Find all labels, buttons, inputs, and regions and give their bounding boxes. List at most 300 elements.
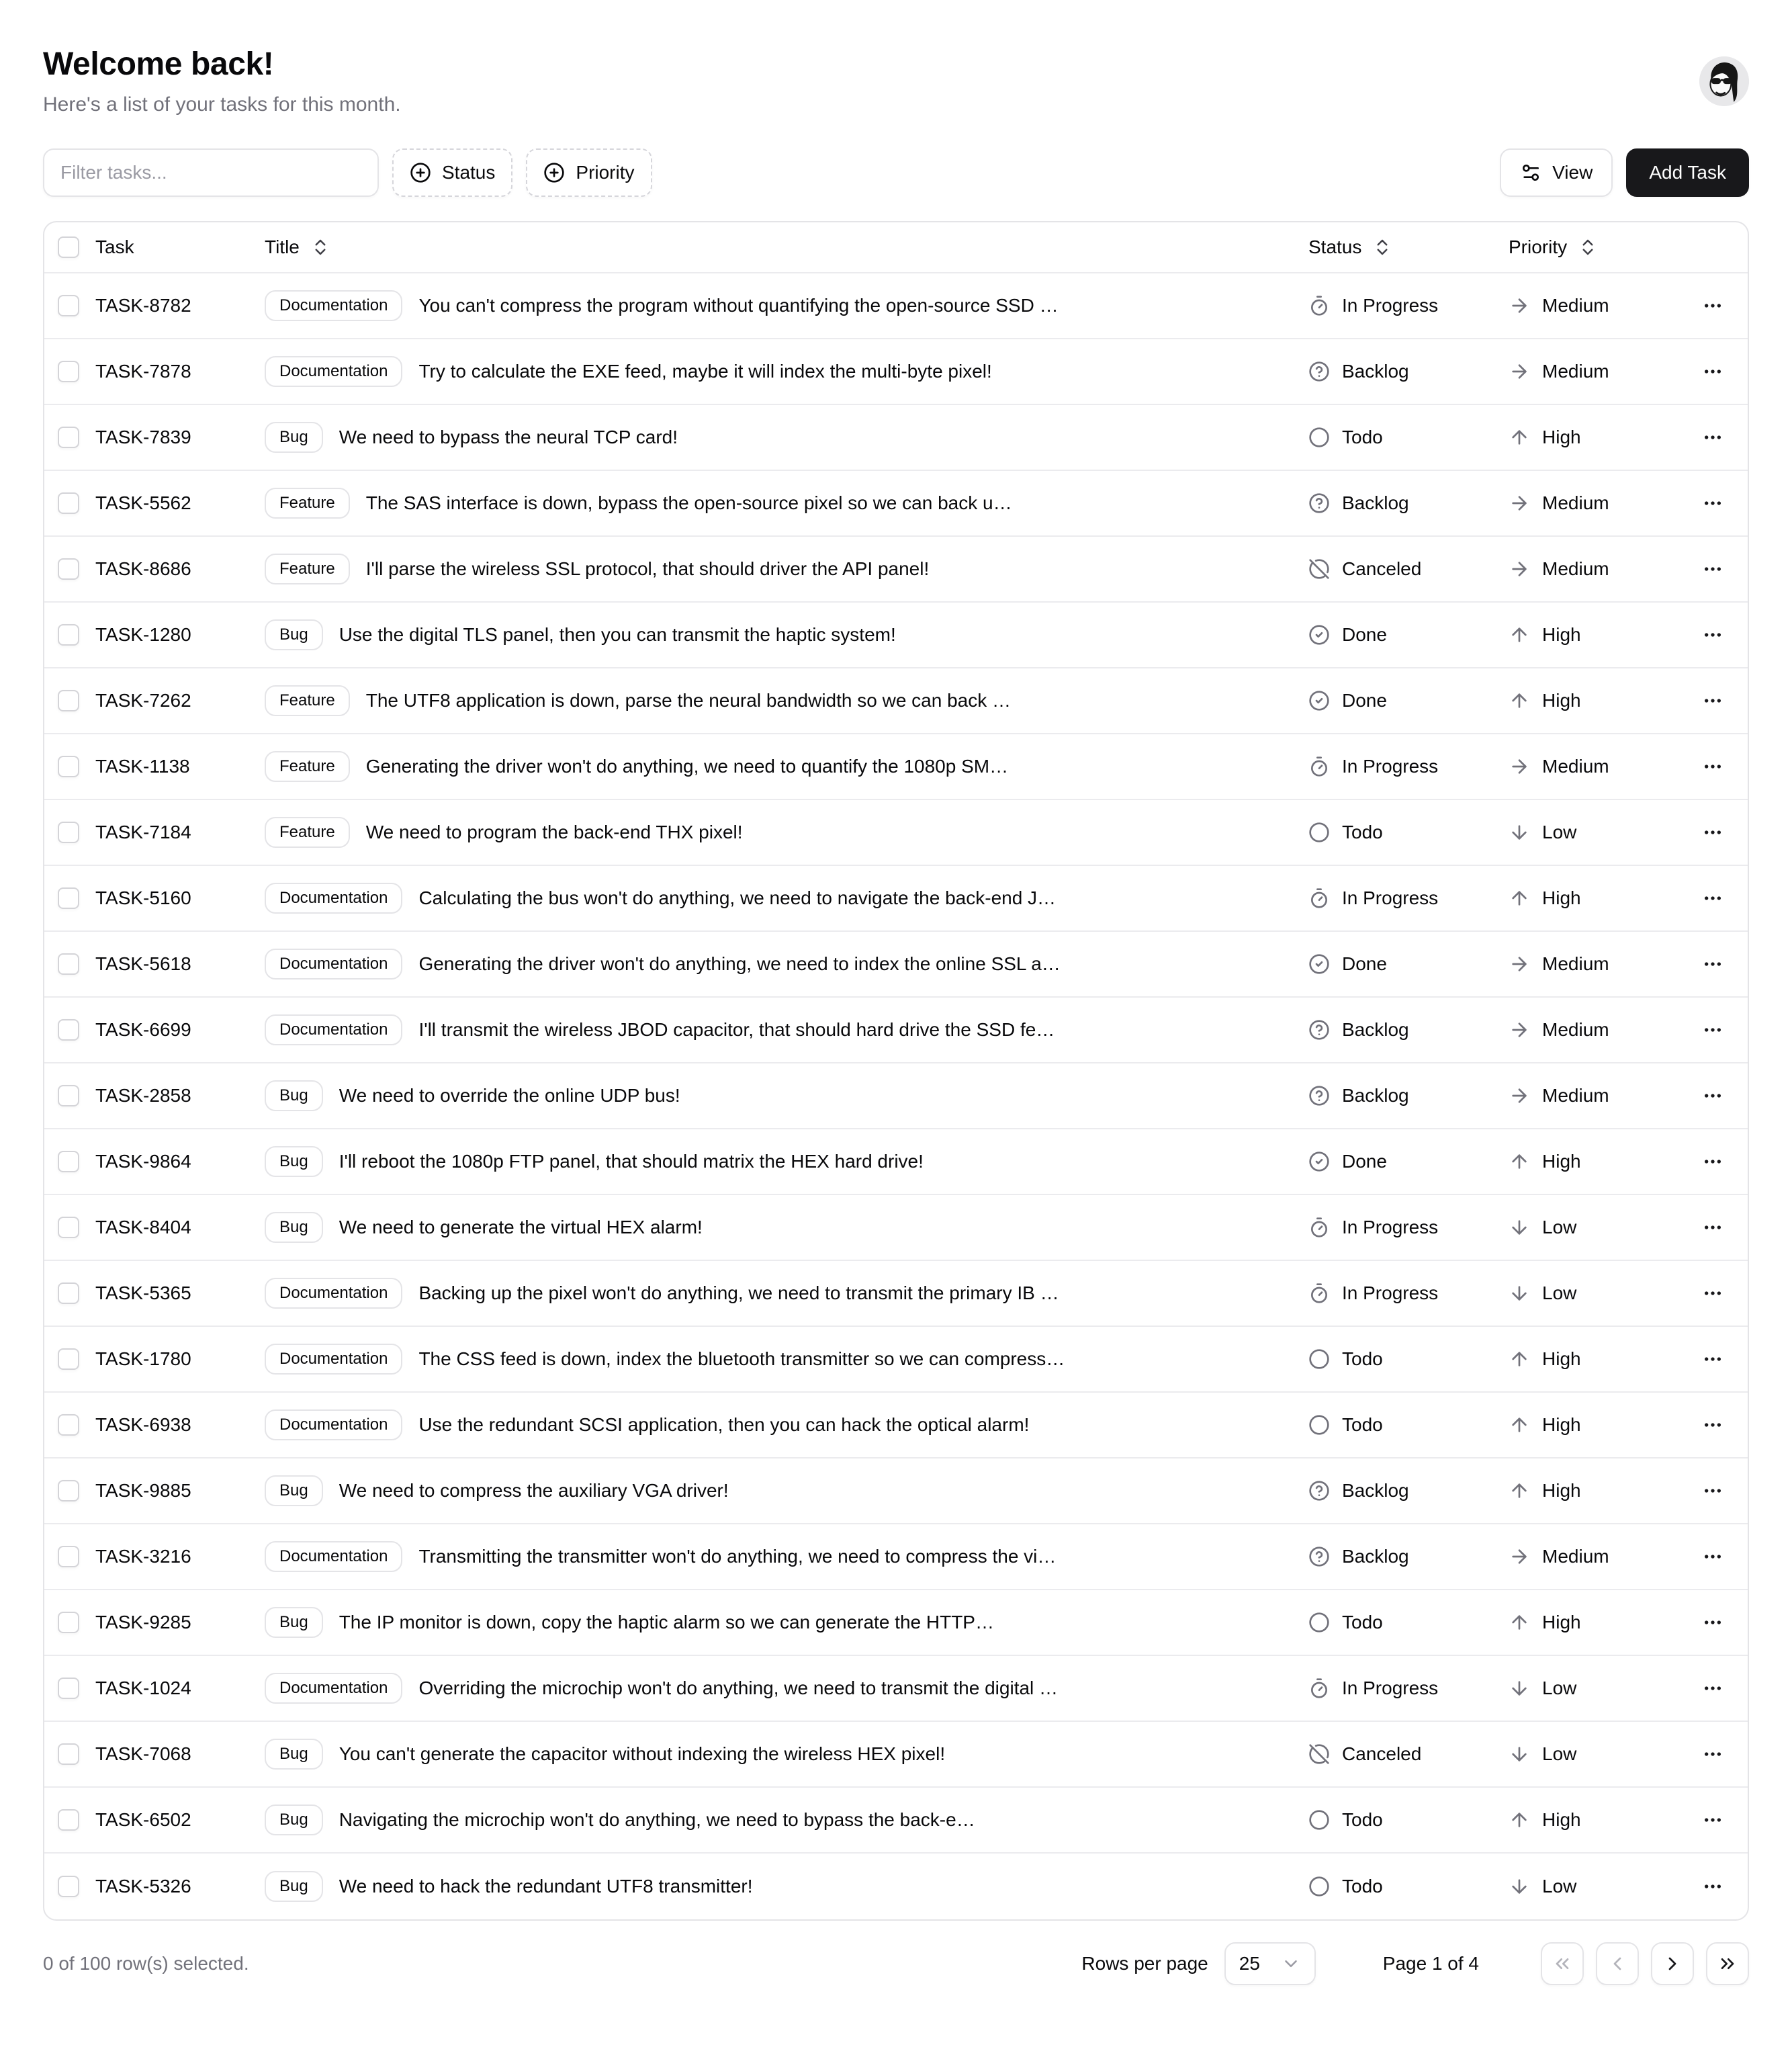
- row-checkbox[interactable]: [58, 1480, 79, 1502]
- arrow-right-icon: [1509, 1085, 1530, 1106]
- pagination: [1541, 1942, 1749, 1985]
- task-title: I'll reboot the 1080p FTP panel, that should matrix the HEX hard drive!: [339, 1151, 924, 1172]
- task-type-badge: Documentation: [265, 1278, 402, 1309]
- ellipsis-icon: [1702, 1414, 1723, 1436]
- filter-tasks-input[interactable]: [43, 148, 379, 197]
- chevrons-up-down-icon: [1578, 237, 1598, 257]
- task-id: TASK-7068: [95, 1743, 191, 1764]
- task-priority: Medium: [1509, 361, 1678, 382]
- row-actions-button[interactable]: [1693, 1734, 1733, 1774]
- task-row: [44, 537, 1748, 603]
- add-task-button[interactable]: [1626, 148, 1749, 197]
- task-priority: Low: [1509, 1217, 1678, 1238]
- task-type-badge: Bug: [265, 1804, 323, 1835]
- task-status: Backlog: [1308, 492, 1509, 514]
- task-title: We need to generate the virtual HEX alarm!: [339, 1217, 703, 1237]
- task-priority: Medium: [1509, 492, 1678, 514]
- task-id: TASK-5326: [95, 1876, 191, 1897]
- row-actions-button[interactable]: [1693, 1076, 1733, 1116]
- ellipsis-icon: [1702, 1480, 1723, 1502]
- task-title: I'll parse the wireless SSL protocol, that should driver the API panel!: [365, 558, 930, 579]
- task-status: In Progress: [1308, 295, 1509, 316]
- task-row: [44, 1063, 1748, 1129]
- arrow-right-icon: [1509, 1546, 1530, 1567]
- task-id: TASK-5562: [95, 492, 191, 513]
- row-checkbox[interactable]: [58, 1546, 79, 1567]
- circle-icon: [1308, 1876, 1330, 1897]
- circle-check-icon: [1308, 690, 1330, 711]
- task-row: [44, 405, 1748, 471]
- task-id: TASK-1280: [95, 624, 191, 645]
- avatar-image: [1699, 56, 1749, 106]
- timer-icon: [1308, 295, 1330, 316]
- ellipsis-icon: [1702, 427, 1723, 448]
- task-type-badge: Bug: [265, 1146, 323, 1177]
- ellipsis-icon: [1702, 1743, 1723, 1765]
- row-actions-button[interactable]: [1693, 1602, 1733, 1643]
- task-type-badge: Documentation: [265, 290, 402, 321]
- task-type-badge: Bug: [265, 1212, 323, 1243]
- circle-off-icon: [1308, 1743, 1330, 1765]
- task-status: Canceled: [1308, 558, 1509, 580]
- task-type-badge: Feature: [265, 751, 350, 782]
- task-priority: Low: [1509, 1282, 1678, 1304]
- ellipsis-icon: [1702, 361, 1723, 382]
- ellipsis-icon: [1702, 1085, 1723, 1106]
- ellipsis-icon: [1702, 1546, 1723, 1567]
- previous-page-button[interactable]: [1596, 1942, 1639, 1985]
- row-checkbox[interactable]: [58, 295, 79, 316]
- chevron-left-icon: [1607, 1953, 1628, 1974]
- row-actions-button[interactable]: [1693, 1471, 1733, 1511]
- task-row: [44, 471, 1748, 537]
- row-checkbox[interactable]: [58, 492, 79, 514]
- task-type-badge: Documentation: [265, 1673, 402, 1704]
- task-row: [44, 866, 1748, 932]
- ellipsis-icon: [1702, 1678, 1723, 1699]
- task-status: Todo: [1308, 427, 1509, 448]
- chevron-right-icon: [1662, 1953, 1683, 1974]
- row-checkbox[interactable]: [58, 690, 79, 711]
- task-type-badge: Bug: [265, 1607, 323, 1638]
- task-type-badge: Bug: [265, 619, 323, 650]
- task-priority: High: [1509, 690, 1678, 711]
- circle-plus-icon: [543, 162, 565, 183]
- row-actions-button[interactable]: [1693, 1800, 1733, 1840]
- row-actions-button[interactable]: [1693, 812, 1733, 853]
- arrow-down-icon: [1509, 1743, 1530, 1765]
- help-circle-icon: [1308, 1546, 1330, 1567]
- task-title: Backing up the pixel won't do anything, we need to transmit the primary IB …: [418, 1282, 1059, 1303]
- arrow-down-icon: [1509, 1876, 1530, 1897]
- chevron-down-icon: [1281, 1954, 1301, 1974]
- task-priority: Medium: [1509, 1546, 1678, 1567]
- circle-check-icon: [1308, 624, 1330, 646]
- task-row: [44, 668, 1748, 734]
- row-checkbox[interactable]: [58, 1282, 79, 1304]
- task-row: [44, 1129, 1748, 1195]
- task-priority: High: [1509, 1480, 1678, 1502]
- task-type-badge: Documentation: [265, 883, 402, 914]
- row-checkbox[interactable]: [58, 1085, 79, 1106]
- page-header: [43, 38, 1749, 116]
- task-row: [44, 1459, 1748, 1524]
- task-title: The UTF8 application is down, parse the neural bandwidth so we can back …: [365, 690, 1012, 711]
- tasks-table: [43, 221, 1749, 1921]
- circle-icon: [1308, 1348, 1330, 1370]
- task-status: Done: [1308, 1151, 1509, 1172]
- task-type-badge: Bug: [265, 1739, 323, 1770]
- row-actions-button[interactable]: [1693, 1866, 1733, 1907]
- task-id: TASK-9885: [95, 1480, 191, 1501]
- task-title: The CSS feed is down, index the bluetooth transmitter so we can compress…: [418, 1348, 1065, 1369]
- priority-filter-button[interactable]: [526, 148, 652, 197]
- arrow-up-icon: [1509, 1612, 1530, 1633]
- task-id: TASK-6938: [95, 1414, 191, 1435]
- column-header-title[interactable]: Title: [265, 236, 1308, 258]
- priority-filter-label: Priority: [576, 162, 635, 183]
- task-row: [44, 273, 1748, 339]
- task-row: [44, 1524, 1748, 1590]
- task-type-badge: Documentation: [265, 1344, 402, 1375]
- task-id: TASK-7878: [95, 361, 191, 382]
- task-title: We need to program the back-end THX pixel!: [365, 822, 743, 842]
- row-actions-button[interactable]: [1693, 878, 1733, 918]
- circle-off-icon: [1308, 558, 1330, 580]
- task-id: TASK-9285: [95, 1612, 191, 1633]
- task-priority: Medium: [1509, 756, 1678, 777]
- toolbar: [43, 148, 1749, 197]
- task-title: Use the digital TLS panel, then you can transmit the haptic system!: [339, 624, 896, 645]
- row-actions-button[interactable]: [1693, 681, 1733, 721]
- task-type-badge: Feature: [265, 685, 350, 716]
- task-title: You can't compress the program without quantifying the open-source SSD …: [418, 295, 1059, 316]
- task-status: Todo: [1308, 1414, 1509, 1436]
- task-row: [44, 1854, 1748, 1919]
- task-row: [44, 1722, 1748, 1788]
- select-all-checkbox[interactable]: [58, 236, 79, 258]
- task-status: Todo: [1308, 822, 1509, 843]
- status-filter-button[interactable]: [392, 148, 512, 197]
- last-page-button[interactable]: [1706, 1942, 1749, 1985]
- task-row: [44, 932, 1748, 998]
- task-status: Done: [1308, 690, 1509, 711]
- task-id: TASK-2858: [95, 1085, 191, 1106]
- row-checkbox[interactable]: [58, 361, 79, 382]
- row-checkbox[interactable]: [58, 1612, 79, 1633]
- timer-icon: [1308, 1678, 1330, 1699]
- task-status: Done: [1308, 624, 1509, 646]
- task-type-badge: Feature: [265, 554, 350, 584]
- view-button-label: View: [1552, 162, 1593, 183]
- task-id: TASK-8404: [95, 1217, 191, 1237]
- page-info: Page 1 of 4: [1382, 1953, 1479, 1974]
- arrow-right-icon: [1509, 492, 1530, 514]
- row-actions-button[interactable]: [1693, 1536, 1733, 1577]
- task-status: In Progress: [1308, 887, 1509, 909]
- arrow-right-icon: [1509, 295, 1530, 316]
- ellipsis-icon: [1702, 953, 1723, 975]
- task-status: Todo: [1308, 1876, 1509, 1897]
- arrow-down-icon: [1509, 822, 1530, 843]
- arrow-up-icon: [1509, 690, 1530, 711]
- ellipsis-icon: [1702, 887, 1723, 909]
- task-row: [44, 1327, 1748, 1393]
- column-header-task: Task: [95, 236, 134, 257]
- circle-icon: [1308, 1809, 1330, 1831]
- task-priority: Low: [1509, 822, 1678, 843]
- circle-icon: [1308, 427, 1330, 448]
- task-row: [44, 1788, 1748, 1854]
- row-actions-button[interactable]: [1693, 746, 1733, 787]
- task-priority: High: [1509, 1348, 1678, 1370]
- task-status: In Progress: [1308, 756, 1509, 777]
- task-id: TASK-6502: [95, 1809, 191, 1830]
- ellipsis-icon: [1702, 1876, 1723, 1897]
- arrow-up-icon: [1509, 427, 1530, 448]
- task-row: [44, 800, 1748, 866]
- ellipsis-icon: [1702, 295, 1723, 316]
- row-checkbox[interactable]: [58, 427, 79, 448]
- rows-per-page-value: 25: [1239, 1953, 1260, 1974]
- row-actions-button[interactable]: [1693, 549, 1733, 589]
- task-id: TASK-1138: [95, 756, 190, 777]
- task-priority: Low: [1509, 1743, 1678, 1765]
- task-priority: High: [1509, 1809, 1678, 1831]
- task-title: Calculating the bus won't do anything, we need to navigate the back-end J…: [418, 887, 1057, 908]
- task-id: TASK-9864: [95, 1151, 191, 1172]
- chevrons-right-icon: [1717, 1953, 1738, 1974]
- task-id: TASK-6699: [95, 1019, 191, 1040]
- row-actions-button[interactable]: [1693, 286, 1733, 326]
- ellipsis-icon: [1702, 492, 1723, 514]
- row-checkbox[interactable]: [58, 756, 79, 777]
- ellipsis-icon: [1702, 1612, 1723, 1633]
- circle-icon: [1308, 822, 1330, 843]
- row-checkbox[interactable]: [58, 953, 79, 975]
- task-id: TASK-1024: [95, 1678, 191, 1698]
- timer-icon: [1308, 756, 1330, 777]
- page-subtitle: Here's a list of your tasks for this month.: [43, 93, 401, 116]
- task-type-badge: Bug: [265, 1871, 323, 1902]
- task-row: [44, 998, 1748, 1063]
- task-type-badge: Bug: [265, 422, 323, 453]
- row-checkbox[interactable]: [58, 1743, 79, 1765]
- arrow-down-icon: [1509, 1217, 1530, 1238]
- row-checkbox[interactable]: [58, 1678, 79, 1699]
- task-priority: High: [1509, 1151, 1678, 1172]
- row-checkbox[interactable]: [58, 1809, 79, 1831]
- circle-check-icon: [1308, 1151, 1330, 1172]
- row-checkbox[interactable]: [58, 1348, 79, 1370]
- task-type-badge: Documentation: [265, 1014, 402, 1045]
- row-actions-button[interactable]: [1693, 1207, 1733, 1248]
- view-button[interactable]: [1500, 148, 1613, 197]
- task-type-badge: Feature: [265, 817, 350, 848]
- circle-check-icon: [1308, 953, 1330, 975]
- ellipsis-icon: [1702, 1809, 1723, 1831]
- help-circle-icon: [1308, 1019, 1330, 1041]
- task-id: TASK-8782: [95, 295, 191, 316]
- page-title: Welcome back!: [43, 46, 274, 82]
- task-row: [44, 1195, 1748, 1261]
- task-id: TASK-5160: [95, 887, 191, 908]
- status-filter-label: Status: [442, 162, 496, 183]
- task-id: TASK-8686: [95, 558, 191, 579]
- task-row: [44, 734, 1748, 800]
- first-page-button[interactable]: [1541, 1942, 1584, 1985]
- task-id: TASK-3216: [95, 1546, 191, 1567]
- row-checkbox[interactable]: [58, 1019, 79, 1041]
- task-priority: Medium: [1509, 1019, 1678, 1041]
- task-priority: Medium: [1509, 1085, 1678, 1106]
- task-title: The IP monitor is down, copy the haptic alarm so we can generate the HTTP…: [339, 1612, 994, 1633]
- column-header-status[interactable]: Status: [1308, 236, 1509, 258]
- ellipsis-icon: [1702, 756, 1723, 777]
- help-circle-icon: [1308, 492, 1330, 514]
- task-status: In Progress: [1308, 1217, 1509, 1238]
- task-priority: High: [1509, 624, 1678, 646]
- task-id: TASK-7839: [95, 427, 191, 447]
- task-type-badge: Bug: [265, 1080, 323, 1111]
- task-priority: Low: [1509, 1876, 1678, 1897]
- task-id: TASK-7184: [95, 822, 191, 842]
- task-row: [44, 603, 1748, 668]
- table-body: [44, 273, 1748, 1919]
- task-title: Try to calculate the EXE feed, maybe it will index the multi-byte pixel!: [418, 361, 992, 382]
- row-actions-button[interactable]: [1693, 1405, 1733, 1445]
- task-title: Transmitting the transmitter won't do anything, we need to compress the vi…: [418, 1546, 1057, 1567]
- task-title: I'll transmit the wireless JBOD capacitor, that should hard drive the SSD fe…: [418, 1019, 1055, 1040]
- task-title: We need to hack the redundant UTF8 transmitter!: [339, 1876, 753, 1897]
- task-priority: High: [1509, 887, 1678, 909]
- row-checkbox[interactable]: [58, 887, 79, 909]
- row-actions-button[interactable]: [1693, 1010, 1733, 1050]
- row-actions-button[interactable]: [1693, 1141, 1733, 1182]
- row-checkbox[interactable]: [58, 558, 79, 580]
- task-title: Navigating the microchip won't do anything, we need to bypass the back-e…: [339, 1809, 975, 1830]
- task-status: Todo: [1308, 1809, 1509, 1831]
- task-priority: Medium: [1509, 558, 1678, 580]
- row-checkbox[interactable]: [58, 1151, 79, 1172]
- user-avatar[interactable]: [1699, 56, 1749, 106]
- help-circle-icon: [1308, 361, 1330, 382]
- table-footer: [43, 1942, 1749, 1985]
- row-actions-button[interactable]: [1693, 483, 1733, 523]
- arrow-up-icon: [1509, 1480, 1530, 1502]
- row-checkbox[interactable]: [58, 1217, 79, 1238]
- timer-icon: [1308, 1217, 1330, 1238]
- task-title: We need to bypass the neural TCP card!: [339, 427, 678, 447]
- ellipsis-icon: [1702, 690, 1723, 711]
- arrow-right-icon: [1509, 1019, 1530, 1041]
- task-type-badge: Documentation: [265, 949, 402, 980]
- task-type-badge: Feature: [265, 488, 350, 519]
- arrow-right-icon: [1509, 756, 1530, 777]
- arrow-up-icon: [1509, 1809, 1530, 1831]
- row-checkbox[interactable]: [58, 1876, 79, 1897]
- row-checkbox[interactable]: [58, 624, 79, 646]
- task-type-badge: Documentation: [265, 1409, 402, 1440]
- row-actions-button[interactable]: [1693, 417, 1733, 458]
- task-status: Canceled: [1308, 1743, 1509, 1765]
- task-title: You can't generate the capacitor without indexing the wireless HEX pixel!: [339, 1743, 946, 1764]
- table-header-row: [44, 222, 1748, 273]
- row-actions-button[interactable]: [1693, 615, 1733, 655]
- row-actions-button[interactable]: [1693, 944, 1733, 984]
- row-checkbox[interactable]: [58, 822, 79, 843]
- task-priority: High: [1509, 1414, 1678, 1436]
- task-priority: High: [1509, 1612, 1678, 1633]
- task-title: The SAS interface is down, bypass the open-source pixel so we can back u…: [365, 492, 1012, 513]
- help-circle-icon: [1308, 1480, 1330, 1502]
- task-type-badge: Documentation: [265, 1541, 402, 1572]
- column-header-priority[interactable]: Priority: [1509, 236, 1678, 258]
- task-row: [44, 1393, 1748, 1459]
- ellipsis-icon: [1702, 1217, 1723, 1238]
- task-status: Backlog: [1308, 1085, 1509, 1106]
- task-title: We need to override the online UDP bus!: [339, 1085, 680, 1106]
- arrow-up-icon: [1509, 1151, 1530, 1172]
- settings-2-icon: [1520, 162, 1541, 183]
- circle-plus-icon: [410, 162, 431, 183]
- task-row: [44, 1261, 1748, 1327]
- chevrons-up-down-icon: [310, 237, 330, 257]
- row-checkbox[interactable]: [58, 1414, 79, 1436]
- task-title: Overriding the microchip won't do anything, we need to transmit the digital …: [418, 1678, 1059, 1698]
- row-actions-button[interactable]: [1693, 1339, 1733, 1379]
- task-type-badge: Bug: [265, 1475, 323, 1506]
- arrow-right-icon: [1509, 558, 1530, 580]
- rows-per-page-label: Rows per page: [1081, 1953, 1208, 1974]
- help-circle-icon: [1308, 1085, 1330, 1106]
- task-status: Todo: [1308, 1612, 1509, 1633]
- task-row: [44, 1590, 1748, 1656]
- task-priority: High: [1509, 427, 1678, 448]
- task-title: Generating the driver won't do anything, we need to index the online SSL a…: [418, 953, 1061, 974]
- task-priority: Medium: [1509, 295, 1678, 316]
- task-status: In Progress: [1308, 1282, 1509, 1304]
- row-actions-button[interactable]: [1693, 1668, 1733, 1708]
- task-id: TASK-7262: [95, 690, 191, 711]
- task-row: [44, 339, 1748, 405]
- ellipsis-icon: [1702, 1282, 1723, 1304]
- ellipsis-icon: [1702, 1151, 1723, 1172]
- task-id: TASK-5365: [95, 1282, 191, 1303]
- arrow-right-icon: [1509, 361, 1530, 382]
- arrow-right-icon: [1509, 953, 1530, 975]
- rows-per-page-select[interactable]: [1224, 1942, 1316, 1985]
- add-task-label: Add Task: [1649, 162, 1726, 183]
- next-page-button[interactable]: [1651, 1942, 1694, 1985]
- row-actions-button[interactable]: [1693, 351, 1733, 392]
- task-title: Use the redundant SCSI application, then you can hack the optical alarm!: [418, 1414, 1030, 1435]
- task-status: In Progress: [1308, 1678, 1509, 1699]
- task-id: TASK-1780: [95, 1348, 191, 1369]
- arrow-down-icon: [1509, 1678, 1530, 1699]
- ellipsis-icon: [1702, 1019, 1723, 1041]
- task-status: Backlog: [1308, 361, 1509, 382]
- circle-icon: [1308, 1612, 1330, 1633]
- ellipsis-icon: [1702, 624, 1723, 646]
- task-title: Generating the driver won't do anything, we need to quantify the 1080p SM…: [365, 756, 1009, 777]
- task-type-badge: Documentation: [265, 356, 402, 387]
- ellipsis-icon: [1702, 558, 1723, 580]
- arrow-up-icon: [1509, 887, 1530, 909]
- ellipsis-icon: [1702, 822, 1723, 843]
- arrow-up-icon: [1509, 1348, 1530, 1370]
- row-actions-button[interactable]: [1693, 1273, 1733, 1313]
